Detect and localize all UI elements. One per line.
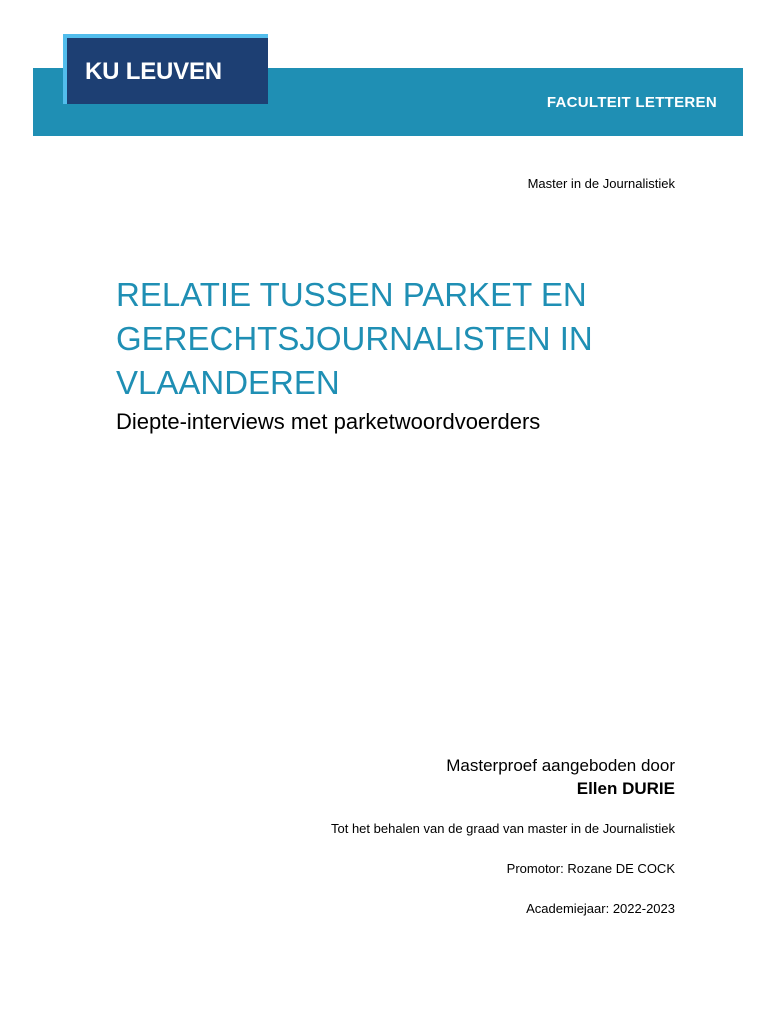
title-line-2: GERECHTSJOURNALISTEN IN — [116, 320, 593, 357]
program-name: Master in de Journalistiek — [527, 176, 675, 191]
title-line-1: RELATIE TUSSEN PARKET EN — [116, 276, 587, 313]
author-name: Ellen DURIE — [576, 779, 675, 798]
thesis-title — [116, 273, 716, 437]
submitted-by-label: Masterproef aangeboden door — [446, 756, 675, 775]
title-line-3: VLAANDEREN — [116, 364, 340, 401]
thesis-subtitle: Diepte-interviews met parketwoordvoerders — [116, 409, 541, 434]
academic-year: Academiejaar: 2022-2023 — [526, 901, 675, 916]
degree-statement: Tot het behalen van de graad van master in de Journalistiek — [331, 821, 675, 836]
faculty-name: FACULTEIT LETTEREN — [546, 94, 717, 111]
logo-text: KU LEUVEN — [85, 58, 222, 85]
ku-leuven-logo — [63, 34, 268, 104]
promotor: Promotor: Rozane DE COCK — [506, 861, 675, 876]
